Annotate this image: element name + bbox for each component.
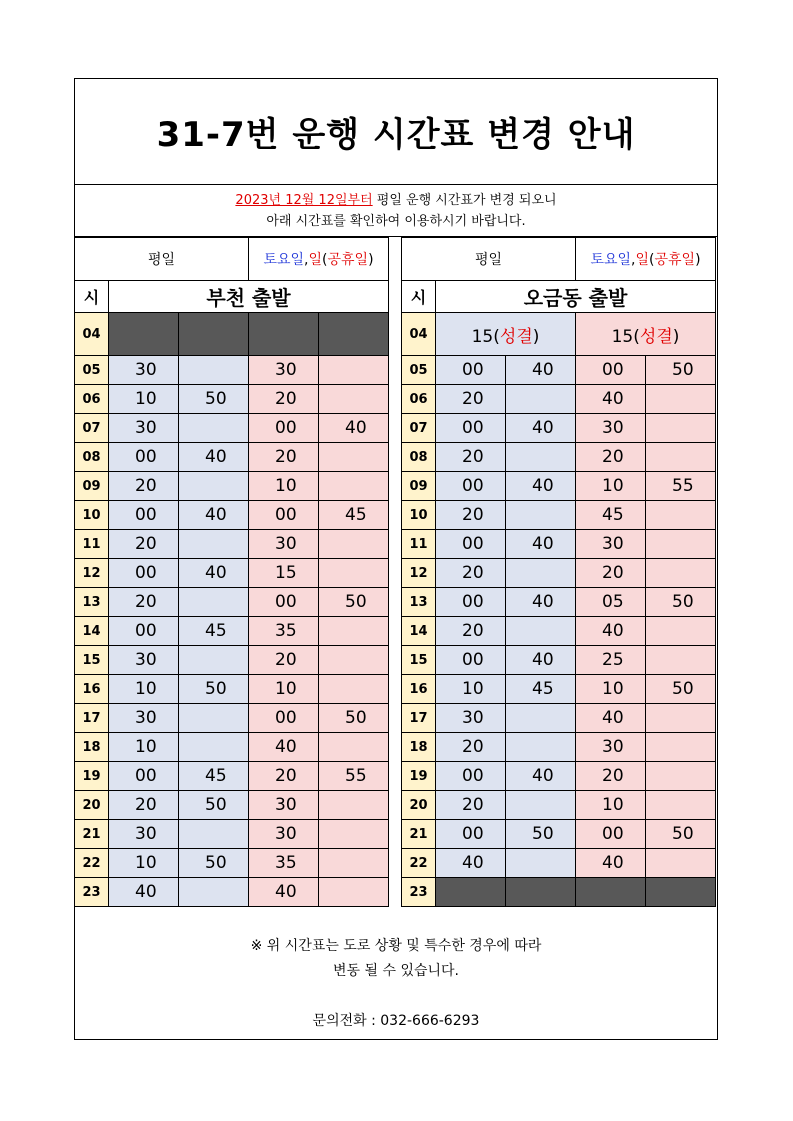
weekend-time-cell <box>319 443 389 472</box>
hour-cell: 09 <box>75 472 109 501</box>
weekend-time-cell <box>319 791 389 820</box>
footer-note-line2: 변동 될 수 있습니다. <box>333 963 459 979</box>
hour-cell: 10 <box>402 501 436 530</box>
weekday-time-cell: 00 <box>109 762 179 791</box>
weekend-time-cell: 20 <box>576 443 646 472</box>
notice-line2: 아래 시간표를 확인하여 이용하시기 바랍니다. <box>266 214 526 229</box>
table-row <box>75 820 389 849</box>
weekend-time-cell: 40 <box>576 617 646 646</box>
weekday-time-cell: 40 <box>506 588 576 617</box>
weekend-time-cell <box>646 733 716 762</box>
weekend-time-cell: 00 <box>249 704 319 733</box>
hour-cell: 11 <box>402 530 436 559</box>
first-bus-weekend: 15(성결) <box>576 313 716 356</box>
weekday-time-cell: 10 <box>109 733 179 762</box>
weekend-time-cell: 30 <box>249 820 319 849</box>
weekend-time-cell: 10 <box>576 675 646 704</box>
weekend-time-cell: 10 <box>576 472 646 501</box>
table-row <box>402 849 716 878</box>
contact-phone: 문의전화 : 032-666-6293 <box>312 1013 480 1029</box>
hour-cell: 19 <box>402 762 436 791</box>
notice-line1: 평일 운행 시간표가 변경 되오니 <box>372 193 557 208</box>
weekend-time-cell: 50 <box>646 675 716 704</box>
hour-cell: 07 <box>402 414 436 443</box>
table-row <box>402 646 716 675</box>
weekday-time-cell: 50 <box>506 820 576 849</box>
hour-cell: 09 <box>402 472 436 501</box>
hour-cell: 04 <box>402 313 436 356</box>
weekend-time-cell: 10 <box>249 675 319 704</box>
table-row <box>402 878 716 907</box>
weekend-time-cell <box>646 414 716 443</box>
footer <box>75 925 717 1040</box>
weekday-time-cell <box>179 733 249 762</box>
weekday-time-cell <box>506 385 576 414</box>
weekday-time-cell <box>179 820 249 849</box>
table-row <box>75 646 389 675</box>
weekday-time-cell: 40 <box>506 762 576 791</box>
hour-cell: 17 <box>402 704 436 733</box>
hour-label: 시 <box>75 281 109 313</box>
table-row <box>402 762 716 791</box>
weekday-time-cell: 50 <box>179 675 249 704</box>
hour-cell: 06 <box>402 385 436 414</box>
table-row <box>75 472 389 501</box>
weekday-time-cell <box>179 588 249 617</box>
weekend-time-cell <box>319 559 389 588</box>
table-row <box>402 385 716 414</box>
weekday-time-cell <box>109 313 179 356</box>
weekday-time-cell: 30 <box>109 820 179 849</box>
weekend-time-cell <box>319 313 389 356</box>
hour-cell: 08 <box>402 443 436 472</box>
weekday-time-cell: 00 <box>109 443 179 472</box>
weekend-time-cell <box>319 646 389 675</box>
hour-cell: 15 <box>402 646 436 675</box>
weekday-time-cell: 00 <box>109 559 179 588</box>
weekend-time-cell: 00 <box>576 356 646 385</box>
weekend-time-cell: 45 <box>576 501 646 530</box>
hour-cell: 20 <box>75 791 109 820</box>
weekend-time-cell <box>646 501 716 530</box>
effective-date: 2023년 12월 12일부터 <box>235 193 373 208</box>
weekend-time-cell: 00 <box>249 414 319 443</box>
weekday-time-cell: 20 <box>436 559 506 588</box>
weekday-header: 평일 <box>402 238 576 281</box>
table-row <box>402 617 716 646</box>
table-row <box>402 443 716 472</box>
weekday-time-cell: 30 <box>109 646 179 675</box>
weekend-time-cell: 40 <box>576 704 646 733</box>
weekday-time-cell <box>179 472 249 501</box>
hour-cell: 12 <box>75 559 109 588</box>
weekend-time-cell: 30 <box>249 530 319 559</box>
weekday-time-cell: 00 <box>436 356 506 385</box>
weekday-time-cell: 20 <box>436 443 506 472</box>
weekend-time-cell <box>646 385 716 414</box>
weekend-time-cell: 30 <box>249 356 319 385</box>
weekend-time-cell: 50 <box>646 588 716 617</box>
weekday-time-cell: 10 <box>436 675 506 704</box>
table-row <box>75 617 389 646</box>
weekend-time-cell: 35 <box>249 849 319 878</box>
weekday-time-cell <box>506 849 576 878</box>
weekend-time-cell: 30 <box>576 414 646 443</box>
weekday-time-cell: 40 <box>179 559 249 588</box>
weekday-time-cell: 20 <box>436 385 506 414</box>
table-row <box>402 559 716 588</box>
hour-cell: 16 <box>402 675 436 704</box>
weekday-time-cell: 00 <box>436 530 506 559</box>
table-row <box>75 385 389 414</box>
weekend-time-cell: 40 <box>576 385 646 414</box>
weekend-time-cell: 20 <box>249 646 319 675</box>
table-row <box>75 849 389 878</box>
weekday-time-cell: 00 <box>436 414 506 443</box>
hour-cell: 04 <box>75 313 109 356</box>
weekend-time-cell <box>319 530 389 559</box>
weekday-time-cell: 40 <box>179 443 249 472</box>
weekday-time-cell: 40 <box>506 356 576 385</box>
weekday-time-cell: 40 <box>506 646 576 675</box>
weekend-time-cell: 40 <box>249 733 319 762</box>
hour-cell: 13 <box>402 588 436 617</box>
weekend-time-cell <box>319 820 389 849</box>
weekday-time-cell: 45 <box>506 675 576 704</box>
weekday-time-cell <box>506 443 576 472</box>
hour-cell: 21 <box>75 820 109 849</box>
weekday-time-cell <box>506 791 576 820</box>
table-row <box>402 501 716 530</box>
hour-cell: 06 <box>75 385 109 414</box>
hour-cell: 11 <box>75 530 109 559</box>
weekday-time-cell <box>506 559 576 588</box>
weekend-time-cell: 55 <box>319 762 389 791</box>
weekday-time-cell <box>506 617 576 646</box>
weekday-time-cell: 20 <box>436 617 506 646</box>
weekend-time-cell <box>319 472 389 501</box>
weekday-time-cell: 40 <box>179 501 249 530</box>
section-title-bucheon: 부천 출발 <box>109 281 389 313</box>
hour-cell: 22 <box>75 849 109 878</box>
hour-cell: 14 <box>75 617 109 646</box>
weekday-time-cell: 00 <box>109 501 179 530</box>
weekday-time-cell: 00 <box>109 617 179 646</box>
weekend-time-cell: 40 <box>249 878 319 907</box>
weekday-time-cell: 30 <box>109 414 179 443</box>
weekday-time-cell: 20 <box>436 791 506 820</box>
weekday-time-cell: 20 <box>436 733 506 762</box>
table-row <box>75 443 389 472</box>
weekend-time-cell: 00 <box>249 501 319 530</box>
weekday-time-cell: 00 <box>436 472 506 501</box>
weekend-time-cell: 30 <box>249 791 319 820</box>
weekend-time-cell: 10 <box>249 472 319 501</box>
hour-cell: 15 <box>75 646 109 675</box>
hour-cell: 18 <box>402 733 436 762</box>
bucheon-departure-table <box>74 237 389 907</box>
table-row <box>402 588 716 617</box>
weekend-time-cell: 20 <box>576 559 646 588</box>
weekend-time-cell: 55 <box>646 472 716 501</box>
weekend-time-cell: 40 <box>576 849 646 878</box>
weekend-time-cell <box>319 733 389 762</box>
table-row <box>75 675 389 704</box>
table-row <box>75 356 389 385</box>
table-row <box>75 313 389 356</box>
weekend-header: 토요일,일(공휴일) <box>576 238 716 281</box>
hour-cell: 10 <box>75 501 109 530</box>
table-row <box>402 530 716 559</box>
table-row <box>402 791 716 820</box>
weekday-time-cell: 10 <box>109 675 179 704</box>
weekend-time-cell <box>576 878 646 907</box>
weekday-time-cell <box>179 646 249 675</box>
weekend-time-cell <box>646 878 716 907</box>
weekday-time-cell: 50 <box>179 385 249 414</box>
weekend-time-cell: 20 <box>249 443 319 472</box>
weekday-time-cell: 20 <box>109 791 179 820</box>
notice-text <box>75 185 717 237</box>
hour-cell: 05 <box>75 356 109 385</box>
weekend-time-cell: 20 <box>576 762 646 791</box>
hour-cell: 23 <box>402 878 436 907</box>
table-row <box>75 791 389 820</box>
weekend-time-cell <box>646 646 716 675</box>
timetable-notice <box>74 78 718 1040</box>
weekend-time-cell: 40 <box>319 414 389 443</box>
weekday-time-cell: 50 <box>179 791 249 820</box>
weekend-time-cell: 05 <box>576 588 646 617</box>
weekday-time-cell: 40 <box>109 878 179 907</box>
table-row <box>75 704 389 733</box>
weekday-time-cell: 50 <box>179 849 249 878</box>
weekend-time-cell: 00 <box>249 588 319 617</box>
table-row <box>75 414 389 443</box>
table-row <box>402 356 716 385</box>
table-row <box>402 733 716 762</box>
section-title-ogeumdong: 오금동 출발 <box>436 281 716 313</box>
weekday-time-cell: 00 <box>436 762 506 791</box>
weekday-time-cell <box>506 733 576 762</box>
weekday-time-cell: 00 <box>436 646 506 675</box>
weekday-time-cell <box>179 530 249 559</box>
weekend-time-cell <box>319 385 389 414</box>
weekend-time-cell <box>646 762 716 791</box>
weekday-time-cell: 40 <box>506 530 576 559</box>
table-row <box>402 414 716 443</box>
ogeumdong-departure-table <box>401 237 716 907</box>
weekend-time-cell <box>319 617 389 646</box>
hour-cell: 20 <box>402 791 436 820</box>
hour-cell: 14 <box>402 617 436 646</box>
weekday-time-cell: 10 <box>109 849 179 878</box>
hour-cell: 08 <box>75 443 109 472</box>
weekday-time-cell <box>179 313 249 356</box>
weekday-time-cell <box>179 704 249 733</box>
weekday-time-cell: 20 <box>109 588 179 617</box>
weekday-time-cell: 30 <box>436 704 506 733</box>
weekday-time-cell: 20 <box>436 501 506 530</box>
weekend-time-cell <box>319 849 389 878</box>
hour-cell: 12 <box>402 559 436 588</box>
footer-note-line1: ※ 위 시간표는 도로 상황 및 특수한 경우에 따라 <box>250 938 542 954</box>
weekday-time-cell <box>179 414 249 443</box>
weekend-time-cell: 25 <box>576 646 646 675</box>
weekend-time-cell: 20 <box>249 385 319 414</box>
weekend-time-cell <box>646 704 716 733</box>
weekend-time-cell: 50 <box>646 820 716 849</box>
weekend-time-cell <box>646 617 716 646</box>
weekday-time-cell: 30 <box>109 704 179 733</box>
hour-label: 시 <box>402 281 436 313</box>
weekday-time-cell: 20 <box>109 530 179 559</box>
weekend-time-cell: 10 <box>576 791 646 820</box>
weekend-time-cell: 30 <box>576 733 646 762</box>
page-title: 31-7번 운행 시간표 변경 안내 <box>75 79 717 185</box>
hour-cell: 13 <box>75 588 109 617</box>
weekday-time-cell: 20 <box>109 472 179 501</box>
weekend-time-cell <box>646 530 716 559</box>
weekday-time-cell <box>506 878 576 907</box>
weekday-time-cell <box>506 501 576 530</box>
weekday-time-cell: 40 <box>506 414 576 443</box>
weekend-time-cell <box>646 849 716 878</box>
weekend-time-cell: 15 <box>249 559 319 588</box>
table-row <box>402 675 716 704</box>
weekend-time-cell: 50 <box>319 588 389 617</box>
weekend-time-cell <box>319 878 389 907</box>
weekend-time-cell: 35 <box>249 617 319 646</box>
hour-cell: 18 <box>75 733 109 762</box>
weekend-time-cell <box>249 313 319 356</box>
table-row <box>75 762 389 791</box>
hour-cell: 19 <box>75 762 109 791</box>
weekday-time-cell: 00 <box>436 820 506 849</box>
weekend-time-cell <box>646 791 716 820</box>
hour-cell: 16 <box>75 675 109 704</box>
weekend-time-cell <box>646 559 716 588</box>
weekday-time-cell <box>179 878 249 907</box>
hour-cell: 23 <box>75 878 109 907</box>
hour-cell: 22 <box>402 849 436 878</box>
weekend-time-cell <box>319 356 389 385</box>
weekday-time-cell: 30 <box>109 356 179 385</box>
weekday-time-cell: 40 <box>436 849 506 878</box>
weekday-time-cell: 10 <box>109 385 179 414</box>
table-row <box>75 530 389 559</box>
hour-cell: 05 <box>402 356 436 385</box>
table-row <box>75 878 389 907</box>
table-row <box>75 559 389 588</box>
table-row <box>75 588 389 617</box>
weekend-time-cell: 50 <box>646 356 716 385</box>
weekend-time-cell <box>319 675 389 704</box>
weekend-time-cell: 20 <box>249 762 319 791</box>
weekday-time-cell: 00 <box>436 588 506 617</box>
table-row <box>402 472 716 501</box>
weekend-header: 토요일,일(공휴일) <box>249 238 389 281</box>
weekday-header: 평일 <box>75 238 249 281</box>
weekday-time-cell: 45 <box>179 762 249 791</box>
weekday-time-cell <box>506 704 576 733</box>
table-row <box>75 501 389 530</box>
weekend-time-cell: 30 <box>576 530 646 559</box>
weekday-time-cell <box>436 878 506 907</box>
table-row <box>402 704 716 733</box>
weekend-time-cell: 50 <box>319 704 389 733</box>
hour-cell: 21 <box>402 820 436 849</box>
weekend-time-cell: 00 <box>576 820 646 849</box>
table-row <box>402 820 716 849</box>
weekday-time-cell <box>179 356 249 385</box>
weekday-time-cell: 45 <box>179 617 249 646</box>
weekend-time-cell: 45 <box>319 501 389 530</box>
weekday-time-cell: 40 <box>506 472 576 501</box>
first-bus-weekday: 15(성결) <box>436 313 576 356</box>
hour-cell: 17 <box>75 704 109 733</box>
table-row <box>75 733 389 762</box>
hour-cell: 07 <box>75 414 109 443</box>
weekend-time-cell <box>646 443 716 472</box>
